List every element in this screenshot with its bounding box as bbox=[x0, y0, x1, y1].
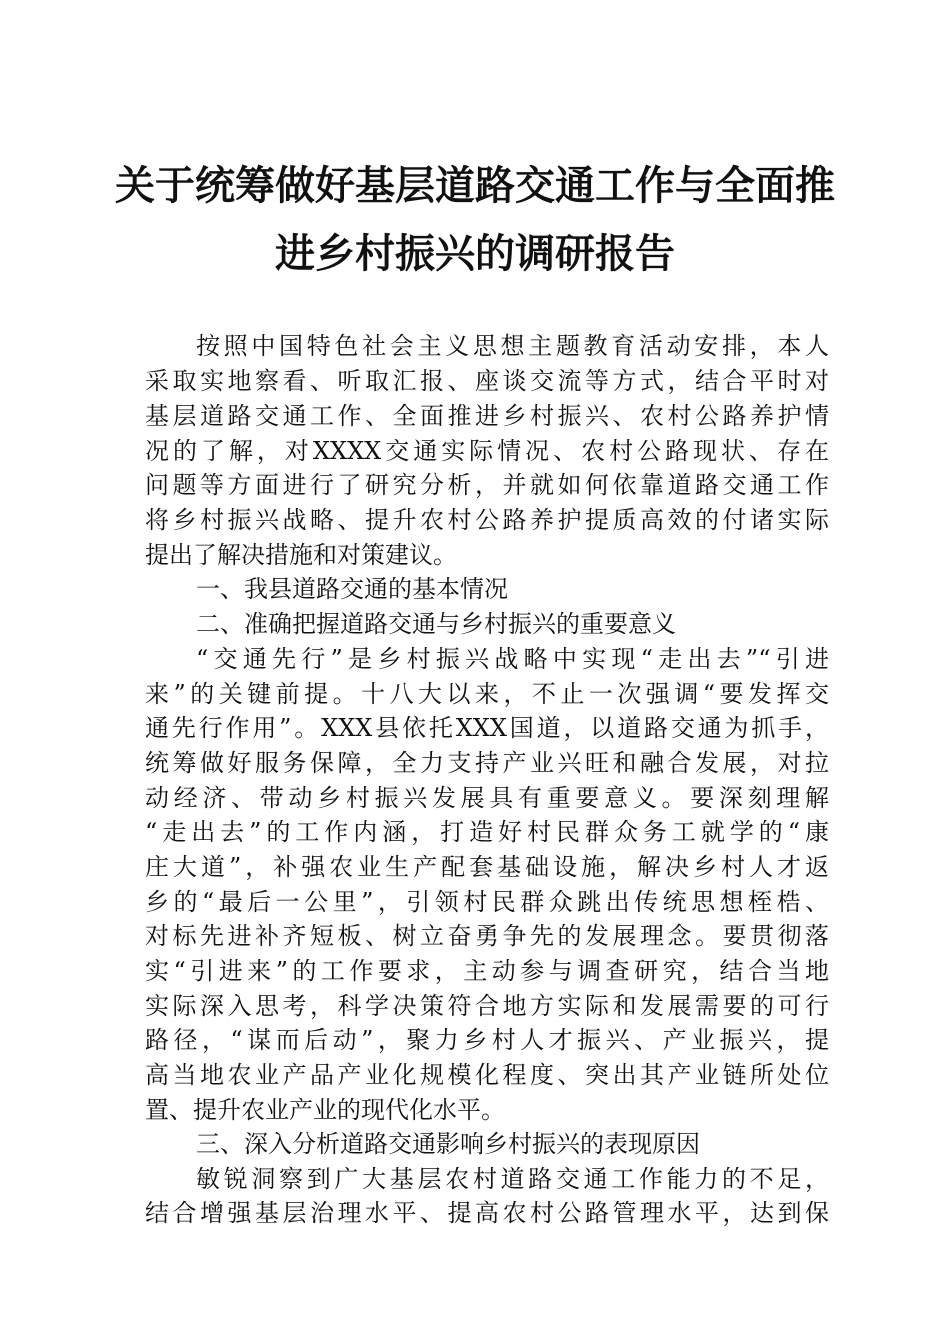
paragraph-2-line: “走出去”的工作内涵，打造好村民群众务工就学的“康 bbox=[145, 818, 829, 846]
paragraph-1-line: 提出了解决措施和对策建议。 bbox=[145, 541, 457, 569]
paragraph-2-line: 通先行作用”。XXX县依托XXX国道，以道路交通为抓手， bbox=[145, 714, 829, 742]
paragraph-2-line: “交通先行”是乡村振兴战略中实现“走出去”“引进 bbox=[196, 645, 829, 673]
paragraph-1-line: 基层道路交通工作、全面推进乡村振兴、农村公路养护情 bbox=[145, 402, 829, 430]
paragraph-2-line: 乡的“最后一公里”，引领村民群众跳出传统思想桎梏、 bbox=[145, 888, 829, 916]
paragraph-2-line: 统筹做好服务保障，全力支持产业兴旺和融合发展，对拉 bbox=[145, 749, 829, 777]
paragraph-2-line: 动经济、带动乡村振兴发展具有重要意义。要深刻理解 bbox=[145, 784, 829, 812]
paragraph-2-line: 来”的关键前提。十八大以来，不止一次强调“要发挥交 bbox=[145, 680, 829, 708]
paragraph-2-line: 实“引进来”的工作要求，主动参与调查研究，结合当地 bbox=[145, 957, 829, 985]
paragraph-1-line: 采取实地察看、听取汇报、座谈交流等方式，结合平时对 bbox=[145, 367, 829, 395]
paragraph-2-line: 高当地农业产品产业化规模化程度、突出其产业链所处位 bbox=[145, 1061, 829, 1089]
paragraph-1-line: 按照中国特色社会主义思想主题教育活动安排，本人 bbox=[196, 332, 829, 360]
section-heading-2: 二、准确把握道路交通与乡村振兴的重要意义 bbox=[196, 610, 676, 638]
paragraph-2-line: 置、提升农业产业的现代化水平。 bbox=[145, 1096, 505, 1124]
paragraph-1-line: 况的了解，对XXXX交通实际情况、农村公路现状、存在 bbox=[145, 437, 829, 465]
paragraph-3-line: 敏锐洞察到广大基层农村道路交通工作能力的不足， bbox=[196, 1165, 829, 1193]
paragraph-2-line: 实际深入思考，科学决策符合地方实际和发展需要的可行 bbox=[145, 992, 829, 1020]
document-title-line-1: 关于统筹做好基层道路交通工作与全面推 bbox=[115, 162, 835, 209]
paragraph-1-line: 问题等方面进行了研究分析，并就如何依靠道路交通工作 bbox=[145, 471, 829, 499]
section-heading-1: 一、我县道路交通的基本情况 bbox=[196, 575, 508, 603]
document-title-line-2: 进乡村振兴的调研报告 bbox=[275, 230, 675, 277]
paragraph-2-line: 路径，“谋而后动”，聚力乡村人才振兴、产业振兴，提 bbox=[145, 1026, 829, 1054]
paragraph-1-line: 将乡村振兴战略、提升农村公路养护提质高效的付诸实际 bbox=[145, 506, 829, 534]
paragraph-2-line: 庄大道”，补强农业生产配套基础设施，解决乡村人才返 bbox=[145, 853, 829, 881]
paragraph-3-line: 结合增强基层治理水平、提高农村公路管理水平，达到保 bbox=[145, 1199, 829, 1227]
paragraph-2-line: 对标先进补齐短板、树立奋勇争先的发展理念。要贯彻落 bbox=[145, 922, 829, 950]
section-heading-3: 三、深入分析道路交通影响乡村振兴的表现原因 bbox=[196, 1130, 700, 1158]
